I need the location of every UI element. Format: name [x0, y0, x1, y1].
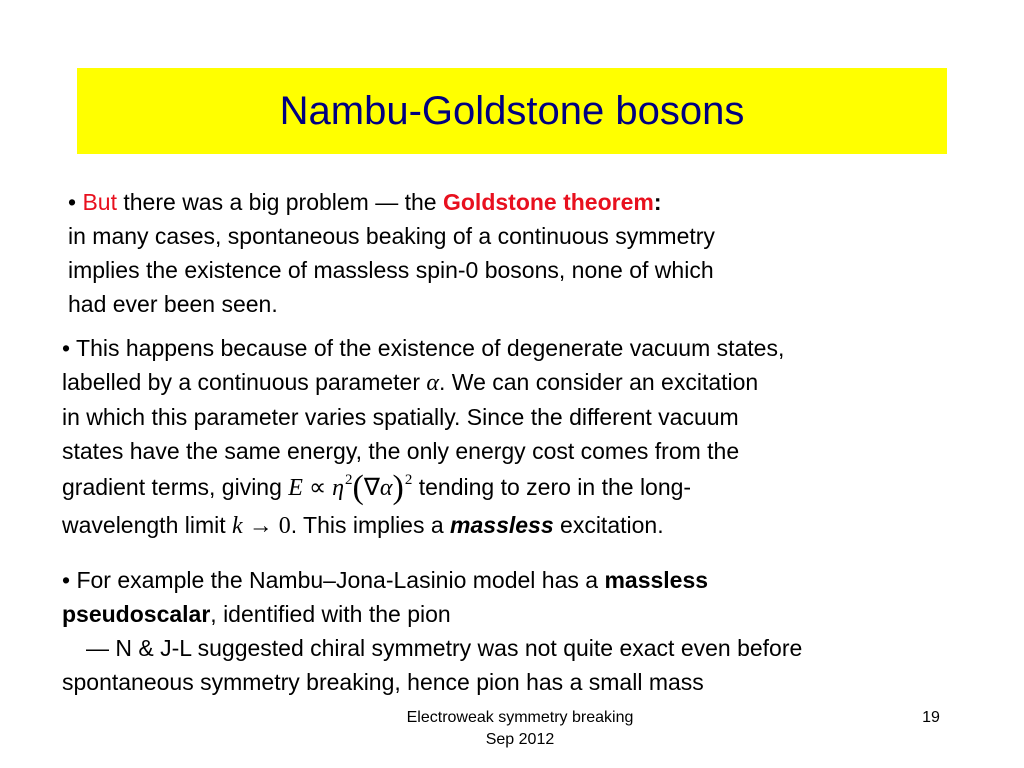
p2-line6c: excitation.	[553, 512, 664, 538]
p3-line1a: • For example the Nambu–Jona-Lasinio model has a	[62, 567, 605, 593]
p2-line6a: wavelength limit	[62, 512, 233, 538]
p2-line4: states have the same energy, the only energy cost comes from the	[62, 438, 740, 464]
p2-line5b: tending to zero in the long-	[412, 474, 692, 500]
bullet: •	[68, 189, 83, 215]
eq-left-paren: (	[352, 469, 364, 506]
eq-exponent-2: 2	[404, 472, 413, 488]
p1-line3: implies the existence of massless spin-0 bosons, none of which	[68, 257, 714, 283]
lim-arrow: →	[242, 513, 279, 539]
footer-line1: Electroweak symmetry breaking	[406, 709, 634, 726]
p3-line2b: , identified with the pion	[210, 601, 451, 627]
eq-nabla: ∇	[363, 475, 380, 501]
lim-zero: 0	[278, 513, 291, 539]
slide-title: Nambu-Goldstone bosons	[279, 88, 745, 133]
p1-line4: had ever been seen.	[68, 291, 278, 317]
p2-line3: in which this parameter varies spatially. Since the different vacuum	[62, 404, 739, 430]
footer-line2: Sep 2012	[485, 731, 555, 748]
pseudoscalar-bold: pseudoscalar	[62, 601, 211, 627]
eq-right-paren: )	[392, 469, 404, 506]
p2-line1: • This happens because of the existence of degenerate vacuum states,	[62, 335, 785, 361]
p3-line4: spontaneous symmetry breaking, hence pion has a small mass	[62, 669, 704, 695]
colon: :	[653, 189, 662, 215]
p2-line2b: . We can consider an excitation	[439, 369, 759, 395]
page-number: 19	[922, 709, 940, 726]
massless-bold: massless	[604, 567, 709, 593]
p1-line2: in many cases, spontaneous beaking of a continuous symmetry	[68, 223, 715, 249]
p2-line6b: . This implies a	[290, 512, 451, 538]
eq-alpha: α	[379, 475, 393, 501]
paragraph-njl-example	[62, 563, 1012, 699]
energy-equation	[288, 469, 413, 506]
eq-proportional: ∝	[302, 475, 333, 501]
paragraph-degenerate-vacuum	[62, 331, 1002, 543]
p2-line5a: gradient terms, giving	[62, 474, 289, 500]
massless-term: massless	[450, 512, 554, 538]
paragraph-goldstone-problem	[68, 185, 968, 321]
footer-caption	[340, 707, 700, 751]
eq-E: E	[288, 475, 303, 501]
limit-expression	[232, 513, 291, 539]
title-banner	[77, 68, 947, 154]
eq-eta: η	[332, 475, 345, 501]
but-word: But	[82, 189, 117, 215]
p1-text: there was a big problem — the	[116, 189, 443, 215]
goldstone-theorem-term: Goldstone theorem	[442, 189, 654, 215]
lim-k: k	[232, 513, 243, 539]
alpha-symbol: α	[426, 370, 440, 396]
p3-line3: — N & J-L suggested chiral symmetry was not quite exact even before	[86, 635, 803, 661]
eq-exponent-1: 2	[345, 472, 353, 488]
p2-line2a: labelled by a continuous parameter	[62, 369, 427, 395]
